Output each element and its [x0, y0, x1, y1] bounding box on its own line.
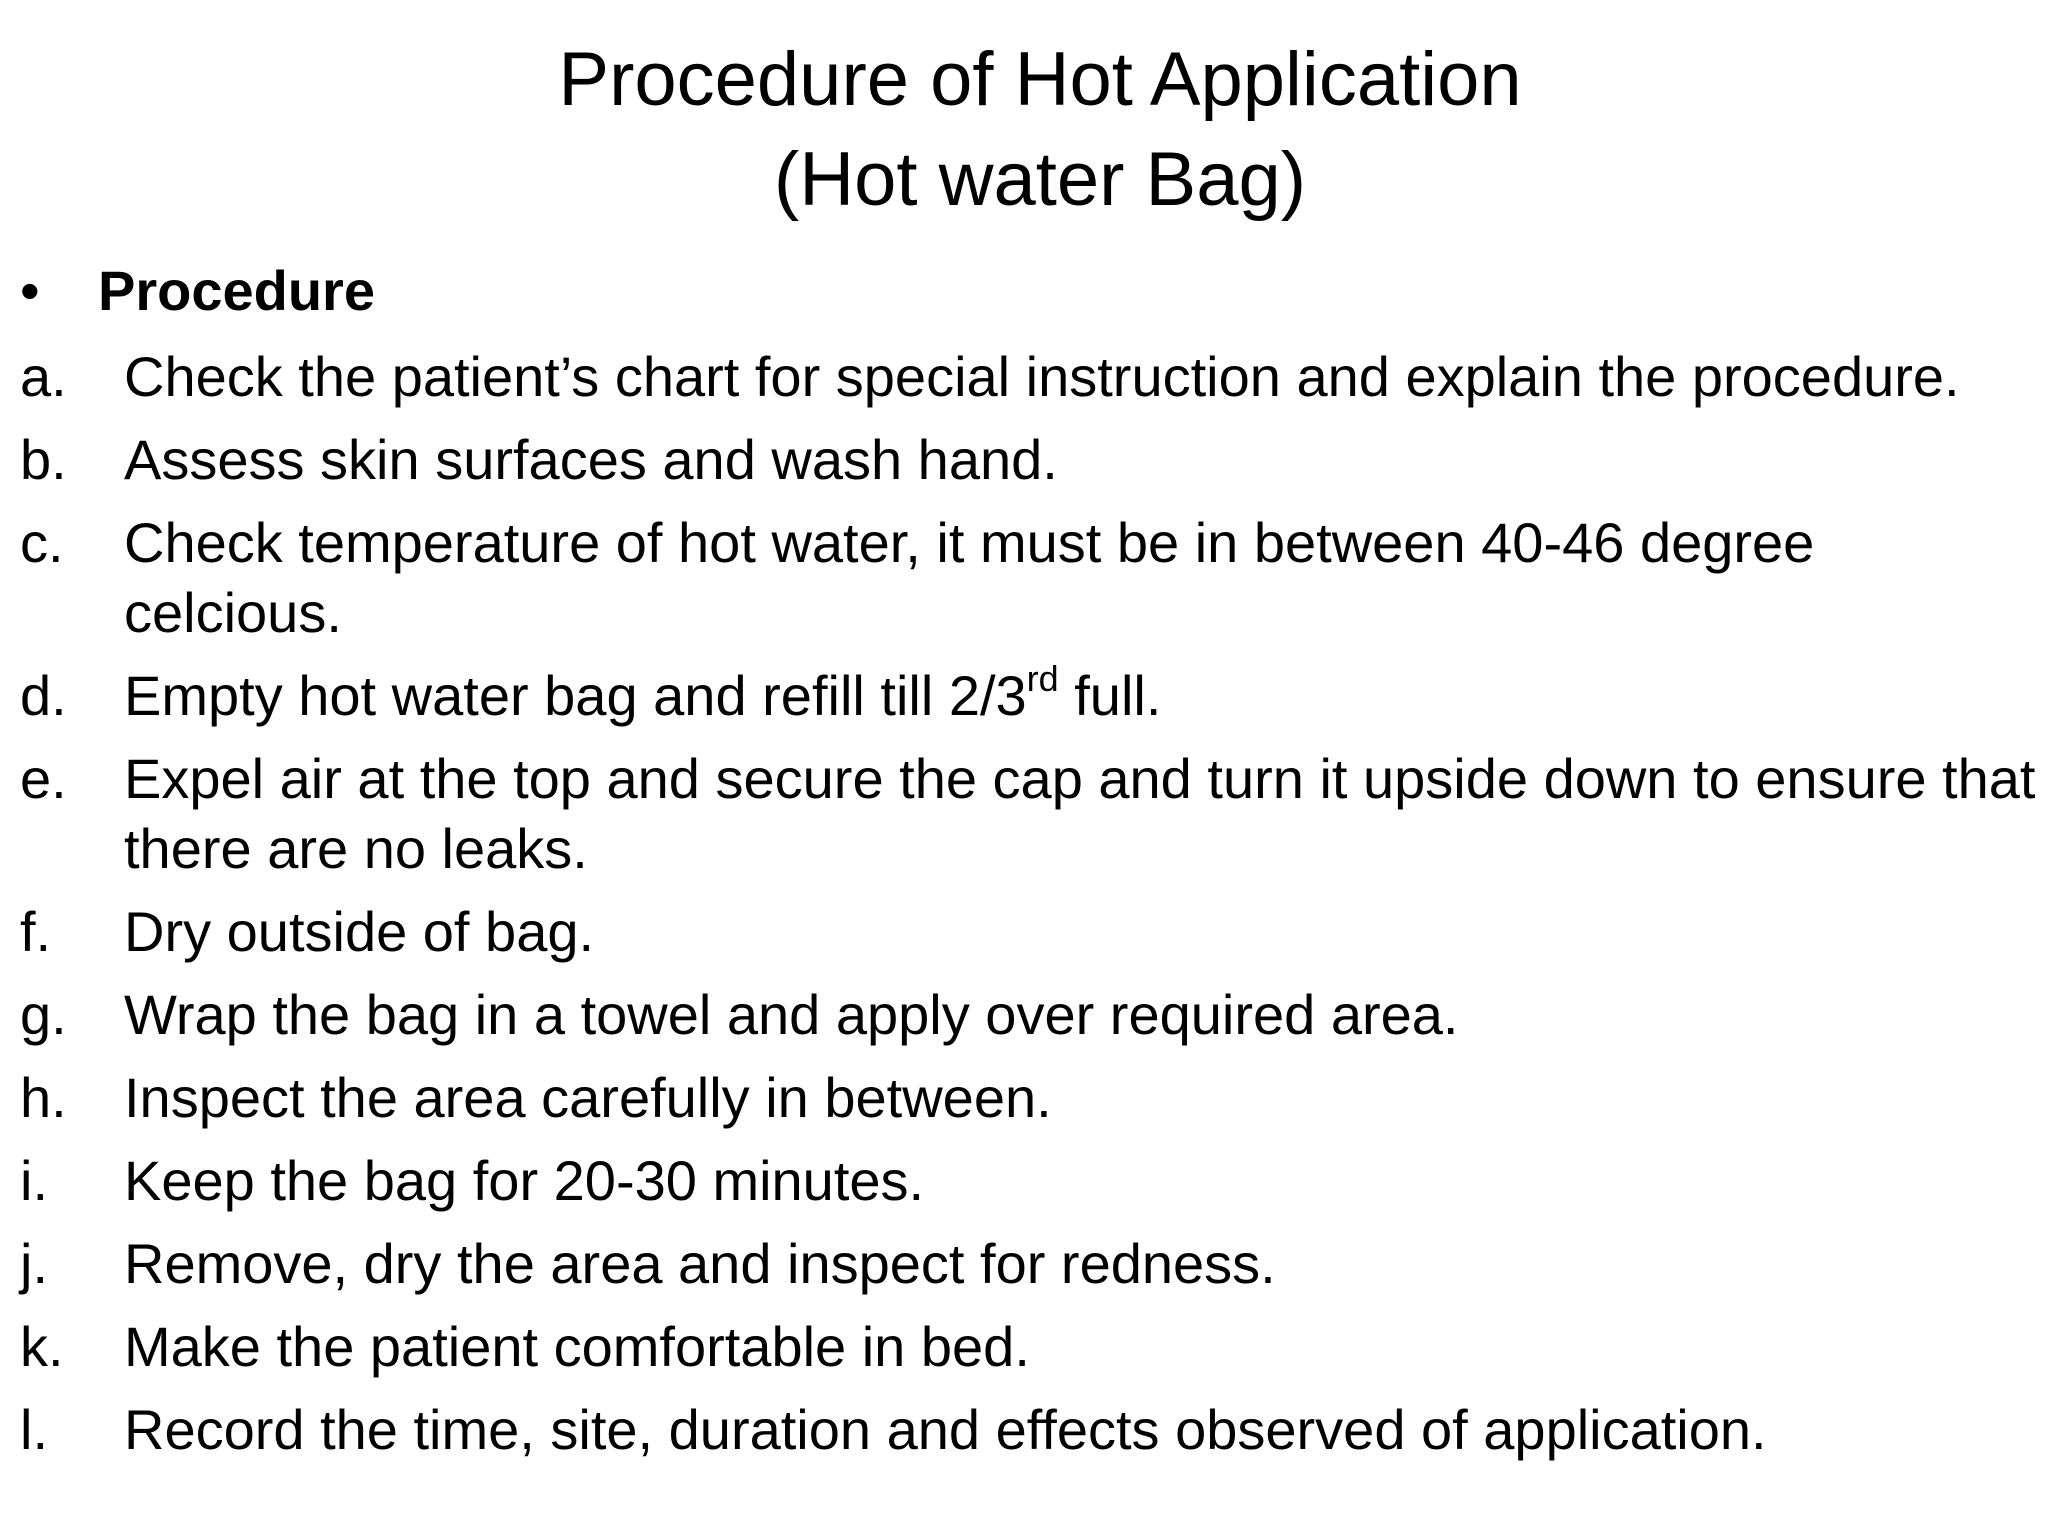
list-item-b — [20, 425, 2040, 495]
list-item-k — [20, 1312, 2040, 1382]
item-marker: c. — [20, 511, 64, 574]
item-text: Wrap the bag in a towel and apply over required area. — [124, 983, 1459, 1046]
item-marker: f. — [20, 900, 52, 963]
list-item-g — [20, 980, 2040, 1050]
item-marker: k. — [20, 1315, 64, 1378]
item-marker: h. — [20, 1066, 67, 1129]
item-text-part-1: Empty hot water bag and refill till 2/3 — [124, 664, 1027, 727]
item-text: Inspect the area carefully in between. — [124, 1066, 1052, 1129]
list-item-h — [20, 1063, 2040, 1133]
item-marker: e. — [20, 747, 67, 810]
title-line-1: Procedure of Hot Application — [558, 37, 1522, 122]
ordinal-superscript: rd — [1026, 658, 1059, 700]
list-item-e — [20, 744, 2040, 884]
item-text: Check the patient’s chart for special instruction and explain the procedure. — [124, 345, 1960, 408]
item-marker: l. — [20, 1398, 48, 1461]
list-item-f — [20, 897, 2040, 967]
list-item-a — [20, 342, 2040, 412]
procedure-list — [20, 258, 2040, 1478]
title-line-2: (Hot water Bag) — [773, 137, 1307, 222]
item-marker: a. — [20, 345, 67, 408]
item-text: Assess skin surfaces and wash hand. — [124, 428, 1058, 491]
item-text: Keep the bag for 20-30 minutes. — [124, 1149, 925, 1212]
item-text-part-2: full. — [1058, 664, 1162, 727]
bullet-icon: • — [20, 259, 40, 322]
item-text: Record the time, site, duration and effects observed of application. — [124, 1398, 1767, 1461]
slide-title — [0, 30, 2048, 230]
item-text: Expel air at the top and secure the cap and turn it upside down to ensure that there are no leaks. — [124, 747, 2036, 880]
item-marker: i. — [20, 1149, 48, 1212]
list-item-d — [20, 658, 2040, 731]
item-marker: j. — [20, 1232, 48, 1295]
item-text: Remove, dry the area and inspect for redness. — [124, 1232, 1276, 1295]
list-item-j — [20, 1229, 2040, 1299]
item-marker: d. — [20, 664, 67, 727]
item-text — [124, 658, 2040, 731]
list-item-i — [20, 1146, 2040, 1216]
item-text: Check temperature of hot water, it must be in between 40-46 degree celcious. — [124, 511, 1815, 644]
item-marker: g. — [20, 983, 67, 1046]
item-marker: b. — [20, 428, 67, 491]
list-item-l — [20, 1395, 2040, 1465]
section-heading: Procedure — [98, 259, 375, 322]
list-item-c — [20, 508, 2040, 648]
item-text: Make the patient comfortable in bed. — [124, 1315, 1030, 1378]
section-heading-row — [20, 258, 2040, 342]
item-text: Dry outside of bag. — [124, 900, 595, 963]
